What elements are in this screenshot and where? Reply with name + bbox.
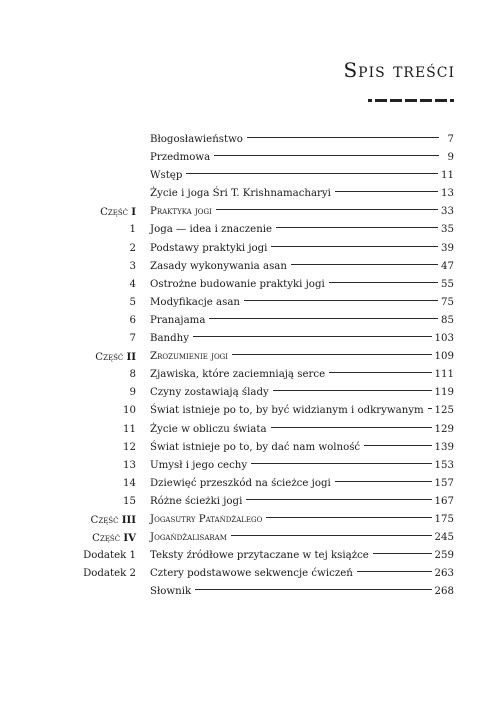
toc-row-number: 12 — [123, 441, 136, 453]
toc-row-number: 13 — [123, 459, 136, 471]
toc-entry[interactable] — [150, 294, 454, 312]
toc-row — [0, 258, 500, 276]
dot-leader — [214, 155, 439, 156]
part-numeral: IV — [123, 532, 136, 545]
toc-entry-title: Teksty źródłowe przytaczane w tej książce — [150, 550, 369, 562]
toc-row — [0, 366, 500, 384]
part-word: Część — [92, 533, 121, 545]
dot-leader — [244, 300, 438, 301]
dot-leader — [329, 282, 438, 283]
part-word: Część — [100, 207, 128, 219]
toc-row-number: 6 — [129, 314, 136, 326]
toc-entry[interactable] — [150, 258, 454, 276]
toc-page-number: 33 — [441, 206, 454, 218]
toc-entry-title: Bandhy — [150, 333, 189, 345]
toc-page-number: 268 — [434, 586, 454, 598]
toc-row — [0, 421, 500, 439]
toc-page-number: 157 — [434, 477, 454, 489]
toc-row-number: 15 — [123, 495, 136, 507]
toc-entry-title: Świat istnieje po to, by być widzianym i odkrywanym — [150, 405, 424, 417]
toc-entry[interactable] — [150, 149, 454, 167]
toc-page-number: 47 — [441, 260, 454, 272]
toc-entry-title: Wstęp — [150, 170, 183, 182]
toc-entry-title: Życie i joga Śri T. Krishnamacharyi — [150, 188, 331, 200]
toc-page-number: 129 — [434, 423, 454, 435]
toc-row — [0, 294, 500, 312]
dot-leader — [193, 336, 432, 337]
toc-entry[interactable] — [150, 583, 454, 601]
toc-entry[interactable] — [150, 529, 454, 547]
toc-entry-title: Ostrożne budowanie praktyki jogi — [150, 278, 325, 290]
dot-leader — [273, 390, 432, 391]
toc-row-number: 3 — [129, 260, 136, 272]
toc-page-number: 125 — [434, 405, 454, 417]
toc-page-number: 9 — [447, 152, 454, 164]
toc-part-row — [0, 511, 500, 529]
dot-leader — [266, 517, 431, 518]
toc-row — [0, 149, 500, 167]
toc-row — [0, 330, 500, 348]
toc-page-number: 153 — [434, 459, 454, 471]
toc-part-label — [74, 348, 136, 367]
toc-page-number: 13 — [441, 188, 454, 200]
toc-entry-title: Różne ścieżki jogi — [150, 495, 243, 507]
toc-row — [0, 565, 500, 583]
toc-entry[interactable] — [150, 547, 454, 565]
toc-row-number: 14 — [123, 477, 136, 489]
toc-row — [0, 547, 500, 565]
dot-leader — [329, 372, 431, 373]
toc-entry[interactable] — [150, 276, 454, 294]
heading-rule-ornament — [368, 98, 456, 104]
toc-part-label — [74, 511, 136, 530]
toc-row — [0, 221, 500, 239]
dot-leader — [247, 137, 439, 138]
toc-row — [0, 167, 500, 185]
page-title: Spis treści — [343, 58, 455, 82]
toc-part-label — [74, 529, 136, 548]
dot-leader — [373, 553, 432, 554]
toc-entry[interactable] — [150, 421, 454, 439]
toc-entry-title: Cztery podstawowe sekwencje ćwiczeń — [150, 568, 353, 580]
dot-leader — [335, 481, 432, 482]
toc-page-number: 85 — [441, 314, 454, 326]
toc-entry[interactable] — [150, 312, 454, 330]
toc-entry[interactable] — [150, 131, 454, 149]
toc-row — [0, 276, 500, 294]
toc-page-number: 259 — [434, 550, 454, 562]
dot-leader — [195, 589, 431, 590]
toc-entry-title: Przedmowa — [150, 152, 211, 164]
toc-entry[interactable] — [150, 221, 454, 239]
toc-entry-title: Zjawiska, które zaciemniają serce — [150, 369, 326, 381]
toc-page-number: 55 — [441, 278, 454, 290]
toc-entry[interactable] — [150, 475, 454, 493]
toc-page-number: 263 — [434, 568, 454, 580]
dot-leader — [186, 173, 438, 174]
toc-entry-title: Joga — idea i znaczenie — [150, 224, 273, 236]
toc-row — [0, 583, 500, 601]
toc-row — [0, 240, 500, 258]
dot-leader — [251, 463, 431, 464]
toc-entry[interactable] — [150, 167, 454, 185]
toc-page-number: 167 — [434, 495, 454, 507]
toc-entry[interactable] — [150, 203, 454, 221]
toc-entry[interactable] — [150, 384, 454, 402]
toc-row — [0, 384, 500, 402]
dot-leader — [209, 318, 438, 319]
toc-entry-title: Podstawy praktyki jogi — [150, 242, 268, 254]
table-of-contents — [0, 131, 500, 601]
toc-entry[interactable] — [150, 439, 454, 457]
toc-page-number: 111 — [434, 369, 454, 381]
toc-row-number: 2 — [129, 242, 136, 254]
toc-part-label — [74, 203, 136, 222]
toc-row-number: 9 — [129, 387, 136, 399]
part-numeral: II — [126, 351, 136, 364]
toc-entry-title: Umysł i jego cechy — [150, 459, 248, 471]
toc-row-number: 1 — [129, 224, 136, 236]
toc-row-number: 10 — [123, 405, 136, 417]
toc-entry[interactable] — [150, 402, 454, 420]
toc-row-number: 5 — [129, 296, 136, 308]
toc-page-number: 245 — [434, 532, 454, 544]
toc-entry-title: Modyfikacje asan — [150, 296, 240, 308]
toc-page-number: 39 — [441, 242, 454, 254]
toc-part-row — [0, 348, 500, 366]
toc-row-number: 8 — [129, 369, 136, 381]
part-word: Część — [90, 514, 119, 526]
toc-entry-title: Błogosławieństwo — [150, 134, 243, 145]
toc-entry[interactable] — [150, 565, 454, 583]
toc-row — [0, 131, 500, 149]
toc-row — [0, 475, 500, 493]
toc-row — [0, 439, 500, 457]
toc-row-number: 7 — [129, 333, 136, 345]
toc-appendix-label: Dodatek 1 — [83, 550, 136, 562]
dot-leader — [231, 535, 432, 536]
toc-entry[interactable] — [150, 330, 454, 348]
toc-page-number: 103 — [434, 333, 454, 345]
toc-part-title: Jogasutry Patańdżalego — [150, 513, 263, 525]
toc-entry-title: Słownik — [150, 586, 192, 598]
dot-leader — [271, 427, 432, 428]
toc-page-number: 11 — [441, 170, 454, 182]
toc-entry[interactable] — [150, 185, 454, 203]
toc-row — [0, 185, 500, 203]
toc-row — [0, 312, 500, 330]
part-numeral: III — [121, 513, 136, 526]
toc-entry-title: Pranajama — [150, 314, 206, 326]
toc-entry-title: Dziewięć przeszkód na ścieżce jogi — [150, 477, 331, 489]
toc-entry[interactable] — [150, 511, 454, 529]
toc-entry[interactable] — [150, 348, 454, 366]
dot-leader — [232, 354, 432, 355]
toc-part-title: Zrozumienie jogi — [150, 351, 229, 363]
toc-part-title: Jogańdżalisaram — [150, 532, 227, 544]
toc-part-row — [0, 529, 500, 547]
dot-leader — [271, 246, 438, 247]
toc-entry-title: Zasady wykonywania asan — [150, 260, 287, 272]
toc-entry-title: Życie w obliczu świata — [150, 423, 267, 435]
dot-leader — [216, 209, 438, 210]
toc-page-number: 7 — [447, 134, 454, 145]
dot-leader — [291, 264, 438, 265]
toc-part-title: Praktyka jogi — [150, 206, 212, 218]
part-word: Część — [95, 352, 124, 364]
dot-leader — [357, 571, 432, 572]
toc-row-number: 4 — [129, 278, 136, 290]
part-numeral: I — [131, 206, 136, 219]
toc-entry-title: Czyny zostawiają ślady — [150, 387, 269, 399]
toc-entry[interactable] — [150, 366, 454, 384]
toc-entry[interactable] — [150, 457, 454, 475]
dot-leader — [428, 408, 432, 409]
toc-page-number: 35 — [441, 224, 454, 236]
toc-row-number: 11 — [123, 423, 136, 435]
toc-page-number: 175 — [434, 513, 454, 525]
dot-leader — [364, 445, 431, 446]
toc-entry[interactable] — [150, 493, 454, 511]
toc-row — [0, 493, 500, 511]
toc-page-number: 75 — [441, 296, 454, 308]
toc-appendix-label: Dodatek 2 — [83, 568, 136, 580]
dot-leader — [276, 227, 438, 228]
toc-page-number: 119 — [434, 387, 454, 399]
toc-row — [0, 402, 500, 420]
toc-entry-title: Świat istnieje po to, by dać nam wolność — [150, 441, 361, 453]
toc-page-number: 109 — [434, 351, 454, 363]
toc-entry[interactable] — [150, 240, 454, 258]
toc-page-number: 139 — [434, 441, 454, 453]
dot-leader — [246, 499, 431, 500]
toc-part-row — [0, 203, 500, 221]
toc-row — [0, 457, 500, 475]
dot-leader — [335, 191, 438, 192]
